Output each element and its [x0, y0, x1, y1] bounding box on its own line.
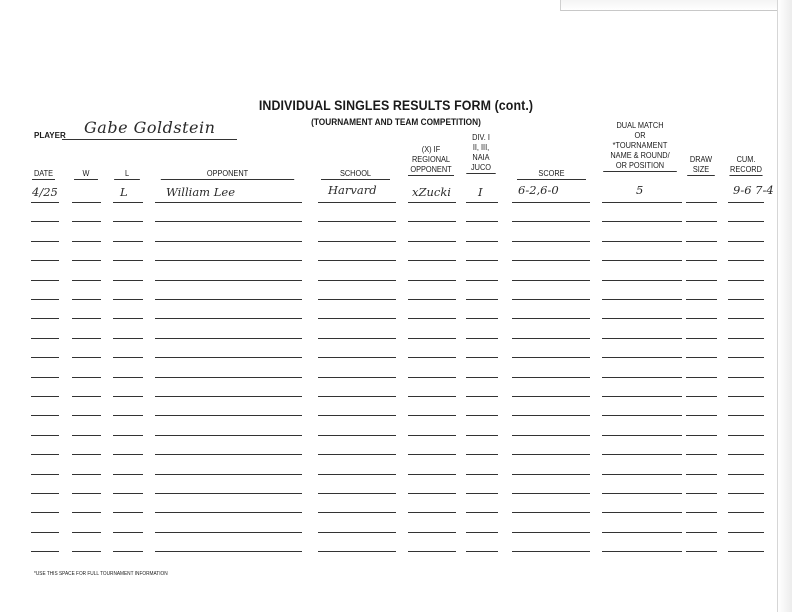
row-line — [72, 454, 101, 455]
row-line — [113, 299, 143, 300]
row-line — [72, 415, 101, 416]
row-line — [113, 532, 143, 533]
header-school: SCHOOL — [321, 169, 390, 180]
player-line — [62, 139, 237, 140]
header-dual-line-4: NAME & ROUND/ — [610, 151, 670, 160]
row-line — [466, 415, 498, 416]
row-line — [602, 512, 682, 513]
row-line — [728, 221, 764, 222]
row-line — [602, 551, 682, 552]
row-line — [31, 474, 59, 475]
row-line — [466, 474, 498, 475]
row-line — [31, 202, 59, 203]
row-line — [31, 280, 59, 281]
row-line — [686, 396, 717, 397]
row-line — [512, 357, 590, 358]
row-line — [31, 338, 59, 339]
row-line — [466, 396, 498, 397]
row-line — [155, 454, 302, 455]
row-line — [72, 299, 101, 300]
row-line — [512, 241, 590, 242]
header-division — [466, 133, 495, 174]
player-label: PLAYER — [34, 131, 66, 140]
header-cum-line-2: RECORD — [730, 165, 762, 174]
row-line — [408, 338, 456, 339]
row-line — [408, 280, 456, 281]
header-draw-line-1: DRAW — [689, 155, 713, 164]
header-date: DATE — [33, 169, 54, 178]
row-line — [466, 493, 498, 494]
row-line — [31, 377, 59, 378]
row-line — [31, 318, 59, 319]
header-regional-line-3: OPPONENT — [408, 165, 454, 176]
row-line — [72, 338, 101, 339]
row-line — [155, 280, 302, 281]
header-cum-record — [729, 155, 762, 176]
row-line — [408, 202, 456, 203]
row-line — [318, 280, 396, 281]
row-line — [602, 474, 682, 475]
row-line — [602, 493, 682, 494]
header-regional — [408, 145, 454, 176]
row-line — [512, 280, 590, 281]
row-line — [408, 474, 456, 475]
row-line — [686, 280, 717, 281]
entry-date: 4/25 — [32, 185, 58, 199]
scan-edge-top — [560, 0, 792, 11]
entry-opponent: William Lee — [166, 185, 235, 199]
row-line — [602, 396, 682, 397]
header-dual-line-2: OR — [634, 131, 646, 140]
row-line — [512, 551, 590, 552]
header-dual-match — [603, 121, 677, 172]
row-line — [728, 280, 764, 281]
row-line — [686, 377, 717, 378]
row-line — [408, 241, 456, 242]
row-line — [512, 299, 590, 300]
row-line — [31, 435, 59, 436]
row-line — [466, 551, 498, 552]
row-line — [155, 377, 302, 378]
row-line — [31, 512, 59, 513]
row-line — [113, 415, 143, 416]
row-line — [72, 512, 101, 513]
row-line — [466, 435, 498, 436]
row-line — [155, 260, 302, 261]
row-line — [408, 551, 456, 552]
entry-regional: xZucki — [412, 185, 451, 199]
row-line — [512, 396, 590, 397]
row-line — [512, 260, 590, 261]
row-line — [728, 532, 764, 533]
row-line — [155, 493, 302, 494]
row-line — [318, 396, 396, 397]
row-line — [466, 260, 498, 261]
row-line — [466, 454, 498, 455]
row-line — [31, 221, 59, 222]
row-line — [155, 435, 302, 436]
row-line — [728, 512, 764, 513]
header-draw-line-2: SIZE — [687, 165, 715, 176]
row-line — [408, 377, 456, 378]
row-line — [686, 299, 717, 300]
row-line — [728, 474, 764, 475]
row-line — [466, 318, 498, 319]
row-line — [408, 221, 456, 222]
row-line — [466, 338, 498, 339]
row-line — [31, 532, 59, 533]
row-line — [728, 493, 764, 494]
player-name: Gabe Goldstein — [84, 118, 216, 137]
row-line — [72, 318, 101, 319]
row-line — [318, 512, 396, 513]
row-line — [728, 377, 764, 378]
row-line — [408, 435, 456, 436]
row-line — [113, 241, 143, 242]
row-line — [466, 512, 498, 513]
row-line — [408, 396, 456, 397]
row-line — [155, 241, 302, 242]
row-line — [728, 415, 764, 416]
row-line — [602, 357, 682, 358]
row-line — [72, 493, 101, 494]
row-line — [602, 299, 682, 300]
row-line — [31, 493, 59, 494]
row-line — [512, 415, 590, 416]
row-line — [728, 396, 764, 397]
row-line — [31, 454, 59, 455]
row-line — [686, 474, 717, 475]
row-line — [686, 260, 717, 261]
header-division-line-2: II, III, — [472, 143, 490, 152]
row-line — [728, 551, 764, 552]
header-division-line-4: JUCO — [466, 163, 495, 174]
row-line — [686, 512, 717, 513]
row-line — [602, 280, 682, 281]
header-score: SCORE — [517, 169, 586, 180]
row-line — [155, 551, 302, 552]
row-line — [113, 221, 143, 222]
row-line — [113, 396, 143, 397]
row-line — [318, 435, 396, 436]
entry-school: Harvard — [328, 183, 377, 197]
row-line — [31, 299, 59, 300]
row-line — [72, 357, 101, 358]
entry-loss: L — [120, 185, 128, 199]
row-line — [408, 532, 456, 533]
row-line — [466, 280, 498, 281]
row-line — [318, 202, 396, 203]
row-line — [408, 415, 456, 416]
row-line — [408, 260, 456, 261]
entry-position: 5 — [636, 183, 644, 197]
row-line — [602, 241, 682, 242]
row-line — [318, 260, 396, 261]
header-w: W — [74, 169, 98, 180]
row-line — [155, 299, 302, 300]
row-line — [728, 299, 764, 300]
row-line — [72, 377, 101, 378]
entry-score: 6-2,6-0 — [518, 183, 559, 197]
row-line — [408, 454, 456, 455]
row-line — [31, 260, 59, 261]
row-line — [408, 299, 456, 300]
row-line — [113, 357, 143, 358]
row-line — [466, 299, 498, 300]
footnote: *USE THIS SPACE FOR FULL TOURNAMENT INFORMATION — [34, 571, 168, 577]
entry-division: I — [478, 185, 483, 199]
row-line — [602, 221, 682, 222]
row-line — [686, 435, 717, 436]
row-line — [512, 377, 590, 378]
row-line — [72, 396, 101, 397]
row-line — [72, 551, 101, 552]
row-line — [728, 318, 764, 319]
row-line — [512, 338, 590, 339]
row-line — [72, 221, 101, 222]
row-line — [113, 493, 143, 494]
row-line — [686, 221, 717, 222]
row-line — [155, 512, 302, 513]
row-line — [155, 415, 302, 416]
row-line — [408, 512, 456, 513]
row-line — [686, 318, 717, 319]
row-line — [155, 338, 302, 339]
row-line — [113, 202, 143, 203]
row-line — [512, 454, 590, 455]
row-line — [113, 474, 143, 475]
row-line — [686, 551, 717, 552]
row-line — [318, 551, 396, 552]
row-line — [31, 396, 59, 397]
row-line — [318, 493, 396, 494]
row-line — [31, 415, 59, 416]
row-line — [728, 338, 764, 339]
header-dual-line-3: *TOURNAMENT — [612, 141, 668, 150]
row-line — [686, 532, 717, 533]
row-line — [318, 454, 396, 455]
row-line — [602, 338, 682, 339]
row-line — [512, 474, 590, 475]
row-line — [72, 280, 101, 281]
row-line — [155, 202, 302, 203]
row-line — [155, 221, 302, 222]
row-line — [466, 221, 498, 222]
header-dual-line-5: OR POSITION — [603, 161, 677, 172]
row-line — [113, 338, 143, 339]
header-regional-line-2: REGIONAL — [411, 155, 451, 164]
row-line — [602, 532, 682, 533]
row-line — [318, 357, 396, 358]
row-line — [113, 551, 143, 552]
header-dual-line-1: DUAL MATCH — [616, 121, 664, 130]
row-line — [155, 474, 302, 475]
row-line — [466, 532, 498, 533]
row-line — [318, 415, 396, 416]
row-line — [728, 202, 764, 203]
row-line — [318, 221, 396, 222]
row-line — [318, 241, 396, 242]
header-division-line-1: DIV. I — [472, 133, 490, 142]
row-line — [318, 377, 396, 378]
row-line — [72, 532, 101, 533]
row-line — [728, 454, 764, 455]
form-subtitle: (TOURNAMENT AND TEAM COMPETITION) — [311, 117, 481, 127]
row-line — [602, 202, 682, 203]
row-line — [31, 241, 59, 242]
row-line — [113, 512, 143, 513]
row-line — [686, 241, 717, 242]
header-opponent: OPPONENT — [161, 169, 294, 180]
row-line — [512, 493, 590, 494]
row-line — [728, 435, 764, 436]
row-line — [466, 377, 498, 378]
row-line — [686, 493, 717, 494]
row-line — [31, 551, 59, 552]
row-line — [113, 260, 143, 261]
row-line — [512, 512, 590, 513]
row-line — [72, 474, 101, 475]
row-line — [512, 221, 590, 222]
row-line — [31, 357, 59, 358]
row-line — [602, 318, 682, 319]
row-line — [318, 474, 396, 475]
row-line — [602, 454, 682, 455]
row-line — [686, 415, 717, 416]
header-regional-line-1: (X) IF — [421, 145, 441, 154]
row-line — [512, 532, 590, 533]
row-line — [602, 260, 682, 261]
row-line — [686, 454, 717, 455]
row-line — [155, 532, 302, 533]
row-line — [408, 318, 456, 319]
row-line — [113, 280, 143, 281]
scan-edge-right — [777, 0, 792, 612]
row-line — [318, 318, 396, 319]
row-line — [602, 377, 682, 378]
header-l: L — [114, 169, 140, 180]
row-line — [512, 318, 590, 319]
row-line — [728, 241, 764, 242]
row-line — [408, 493, 456, 494]
row-line — [113, 377, 143, 378]
row-line — [602, 415, 682, 416]
row-line — [155, 318, 302, 319]
entry-cum-record: 9-6 7-4 — [733, 183, 774, 197]
row-line — [602, 435, 682, 436]
row-line — [408, 357, 456, 358]
row-line — [512, 202, 590, 203]
row-line — [72, 202, 101, 203]
row-line — [72, 435, 101, 436]
row-line — [113, 454, 143, 455]
header-draw-size — [687, 155, 715, 176]
row-line — [72, 260, 101, 261]
row-line — [728, 357, 764, 358]
row-line — [72, 241, 101, 242]
row-line — [686, 338, 717, 339]
row-line — [686, 202, 717, 203]
row-line — [113, 318, 143, 319]
row-line — [512, 435, 590, 436]
header-cum-line-1: CUM. — [736, 155, 756, 164]
row-line — [466, 241, 498, 242]
row-line — [318, 338, 396, 339]
row-line — [686, 357, 717, 358]
row-line — [318, 299, 396, 300]
row-line — [113, 435, 143, 436]
header-division-line-3: NAIA — [472, 153, 490, 162]
row-line — [155, 396, 302, 397]
row-line — [728, 260, 764, 261]
row-line — [155, 357, 302, 358]
row-line — [466, 202, 498, 203]
row-line — [466, 357, 498, 358]
row-line — [318, 532, 396, 533]
form-title: INDIVIDUAL SINGLES RESULTS FORM (cont.) — [258, 98, 534, 113]
